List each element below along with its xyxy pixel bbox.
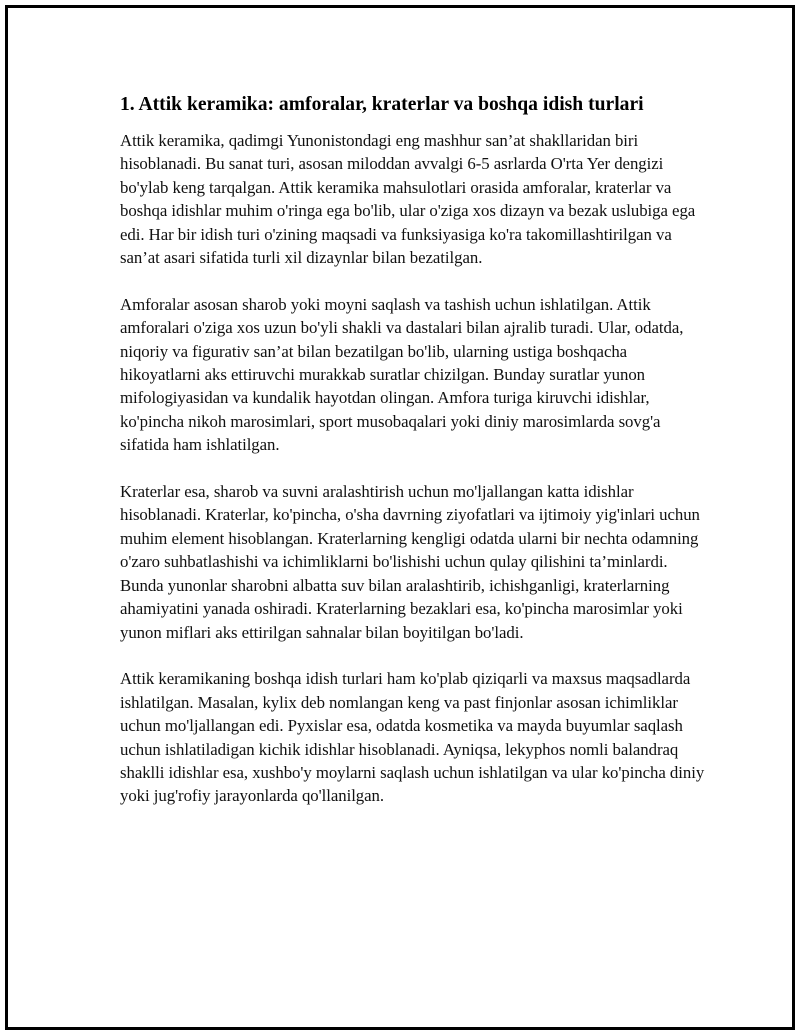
section-heading: 1. Attik keramika: amforalar, kraterlar va boshqa idish turlari [120, 94, 644, 115]
page-frame [5, 5, 795, 1030]
document-body [120, 92, 710, 831]
paragraph-intro: Attik keramika, qadimgi Yunonistondagi eng mashhur san’at shakllaridan biri hisoblanadi. Bu sanat turi, asosan miloddan avvalgi 6-5 asrlarda O'rta Yer dengizi bo'ylab keng tarqalgan. Attik keramika mahsulotlari orasida amforalar, kraterlar va boshqa idishlar muhim o'ringa ega bo'lib, ular o'ziga xos dizayn va bezak uslubiga ega edi. Har bir idish turi o'zining maqsadi va funksiyasiga ko'ra takomillashtirilgan va san’at asari sifatida turli xil dizaynlar bilan bezatilgan. [120, 131, 696, 268]
paragraph-other-vessels: Attik keramikaning boshqa idish turlari ham ko'plab qiziqarli va maxsus maqsadlarda ishlatilgan. Masalan, kylix deb nomlangan keng va past finjonlar asosan ichimliklar uchun mo'ljallangan edi. Pyxislar esa, odatda kosmetika va mayda buyumlar saqlash uchun ishlatiladigan kichik idishlar hisoblanadi. Ayniqsa, lekyphos nomli balandraq shaklli idishlar esa, xushbo'y moylarni saqlash uchun ishlatilgan va ular ko'pincha diniy yoki jug'rofiy jarayonlarda qo'llanilgan. [120, 669, 705, 806]
paragraph-kraters: Kraterlar esa, sharob va suvni aralashtirish uchun mo'ljallangan katta idishlar hisoblanadi. Kraterlar, ko'pincha, o'sha davrning ziyofatlari va ijtimoiy yig'inlari uchun muhim element hisoblangan. Kraterlarning kengligi odatda ularni bir nechta odamning o'zaro suhbatlashishi va ichimliklarni bo'lishishi uchun qulay qilishini ta’minlardi. Bunda yunonlar sharobni albatta suv bilan aralashtirib, ichishganligi, kraterlarning ahamiyatini yanada oshiradi. Kraterlarning bezaklari esa, ko'pincha marosimlar yoki yunon miflari aks ettirilgan sahnalar bilan boyitilgan bo'ladi. [120, 482, 700, 642]
paragraph-amphorae: Amforalar asosan sharob yoki moyni saqlash va tashish uchun ishlatilgan. Attik amforalari o'ziga xos uzun bo'yli shakli va dastalari bilan ajralib turadi. Ular, odatda, niqoriy va figurativ san’at bilan bezatilgan bo'lib, ularning ustiga boshqacha hikoyatlarni aks ettiruvchi murakkab suratlar chizilgan. Bunday suratlar yunon mifologiyasidan va kundalik hayotdan olingan. Amfora turiga kiruvchi idishlar, ko'pincha nikoh marosimlari, sport musobaqalari yoki diniy marosimlarda sovg'a sifatida ham ishlatilgan. [120, 294, 684, 455]
